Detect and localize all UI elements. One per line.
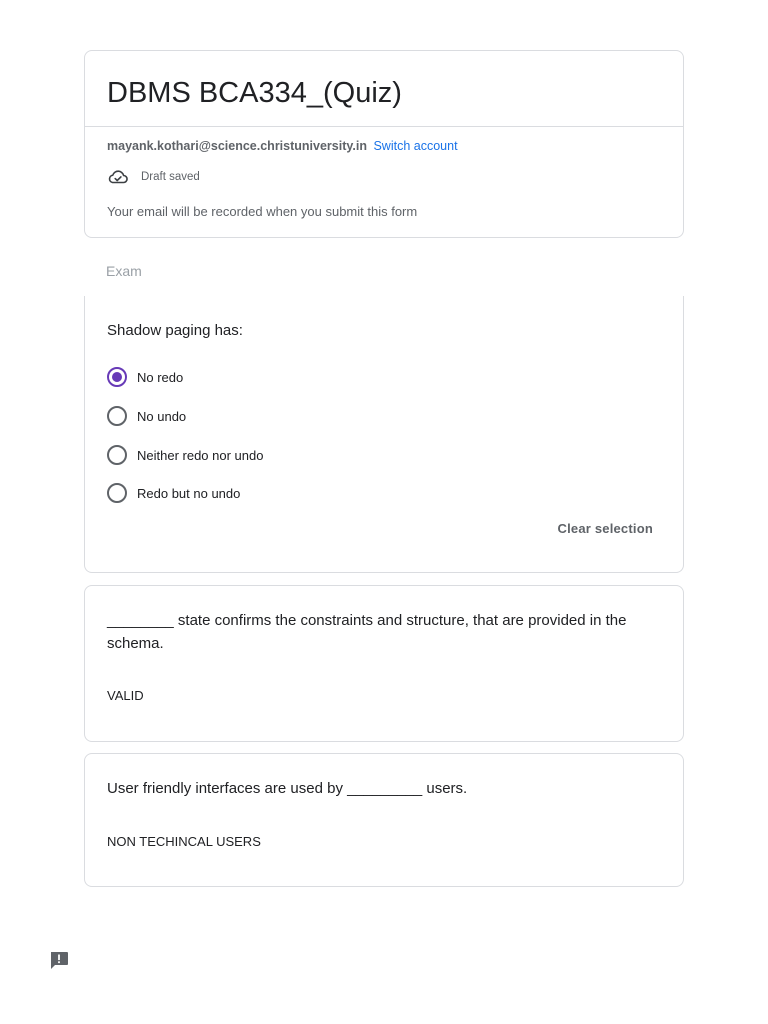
account-email: mayank.kothari@science.christuniversity.in	[107, 139, 367, 153]
feedback-button[interactable]	[48, 949, 70, 971]
radio-button-checked[interactable]	[107, 367, 127, 387]
radio-button[interactable]	[107, 483, 127, 503]
form-header-card	[84, 50, 684, 238]
option-label: Redo but no undo	[137, 485, 241, 501]
question-text: Shadow paging has:	[107, 322, 243, 339]
draft-status-text: Draft saved	[141, 171, 200, 183]
answer-text: VALID	[107, 688, 144, 703]
radio-option[interactable]	[107, 406, 186, 426]
form-title: DBMS BCA334_(Quiz)	[107, 77, 402, 109]
title-divider	[85, 126, 683, 127]
switch-account-link[interactable]: Switch account	[373, 139, 458, 153]
question-card	[84, 585, 684, 742]
account-row	[107, 139, 458, 153]
question-card	[84, 296, 684, 573]
question-card	[84, 753, 684, 887]
radio-option[interactable]	[107, 367, 183, 387]
email-recorded-note: Your email will be recorded when you submit this form	[107, 204, 418, 219]
radio-option[interactable]	[107, 483, 240, 503]
section-title: Exam	[106, 263, 142, 279]
draft-status	[107, 169, 200, 185]
feedback-icon	[48, 949, 70, 971]
radio-button[interactable]	[107, 445, 127, 465]
question-text: User friendly interfaces are used by _________ users.	[107, 780, 468, 797]
clear-selection-button[interactable]: Clear selection	[557, 521, 653, 536]
option-label: Neither redo nor undo	[137, 447, 264, 463]
radio-selected-dot	[112, 372, 122, 382]
option-label: No undo	[137, 408, 187, 424]
option-label: No redo	[137, 369, 184, 385]
answer-text: NON TECHINCAL USERS	[107, 834, 261, 849]
radio-option[interactable]	[107, 445, 263, 465]
radio-button[interactable]	[107, 406, 127, 426]
question-text: ________ state confirms the constraints and structure, that are provided in the schema.	[107, 612, 627, 652]
cloud-check-icon	[107, 169, 129, 185]
